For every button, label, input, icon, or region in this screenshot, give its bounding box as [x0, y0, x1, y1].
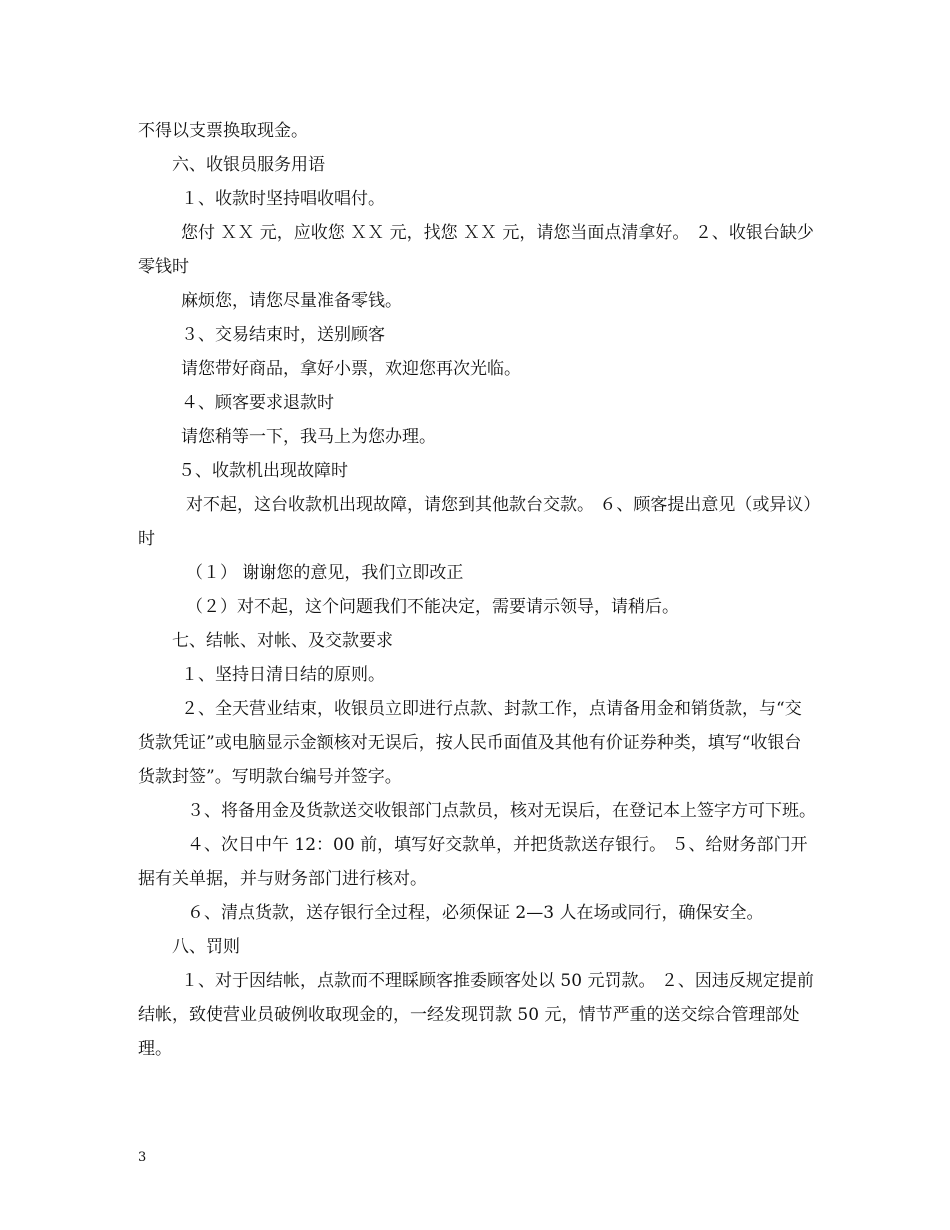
paragraph: ６、清点货款，送存银行全过程，必须保证 2—3 人在场或同行，确保安全。	[187, 903, 764, 923]
paragraph: ４、顾客要求退款时	[181, 393, 334, 413]
paragraph: 麻烦您，请您尽量准备零钱。	[181, 291, 402, 311]
section-heading: 八、罚则	[172, 937, 240, 957]
paragraph: （２）对不起，这个问题我们不能决定，需要请示领导，请稍后。	[186, 597, 679, 617]
paragraph: ２、全天营业结束，收银员立即进行点款、封款工作，点请备用金和销货款，与“交货款凭证”或电脑显示金额核对无误后，按人民币面值及其他有价证券种类，填写“收银台货款封签”。写明款台编号并签字。	[138, 699, 802, 787]
paragraph: ３、将备用金及货款送交收银部门点款员，核对无误后，在登记本上签字方可下班。	[187, 801, 816, 821]
paragraph: （１） 谢谢您的意见，我们立即改正	[186, 563, 464, 583]
paragraph: １、对于因结帐，点款而不理睬顾客推委顾客处以 50 元罚款。 ２、因违反规定提前结帐，致使营业员破例收取现金的，一经发现罚款 50 元，情节严重的送交综合管理部处理。	[138, 971, 814, 1059]
section-heading: 七、结帐、对帐、及交款要求	[172, 631, 393, 651]
paragraph: １、坚持日清日结的原则。	[181, 665, 385, 685]
paragraph: １、收款时坚持唱收唱付。	[181, 189, 385, 209]
paragraph: 请您带好商品，拿好小票，欢迎您再次光临。	[181, 359, 521, 379]
paragraph: ５、收款机出现故障时	[178, 461, 348, 481]
paragraph: ３、交易结束时，送别顾客	[181, 325, 385, 345]
paragraph: 您付 ＸＸ 元，应收您 ＸＸ 元，找您 ＸＸ 元，请您当面点清拿好。 ２、收银台缺少零钱时	[138, 223, 814, 277]
paragraph: 对不起，这台收款机出现故障，请您到其他款台交款。 ６、顾客提出意见（或异议）时	[138, 495, 812, 549]
paragraph: ４、次日中午 12：00 前，填写好交款单，并把货款送存银行。 ５、给财务部门开据有关单据，并与财务部门进行核对。	[138, 835, 808, 889]
paragraph: 不得以支票换取现金。	[138, 121, 308, 141]
paragraph: 请您稍等一下，我马上为您办理。	[181, 427, 436, 447]
page-number: 3	[138, 1150, 147, 1165]
section-heading: 六、收银员服务用语	[172, 155, 325, 175]
document-body	[138, 114, 818, 1066]
